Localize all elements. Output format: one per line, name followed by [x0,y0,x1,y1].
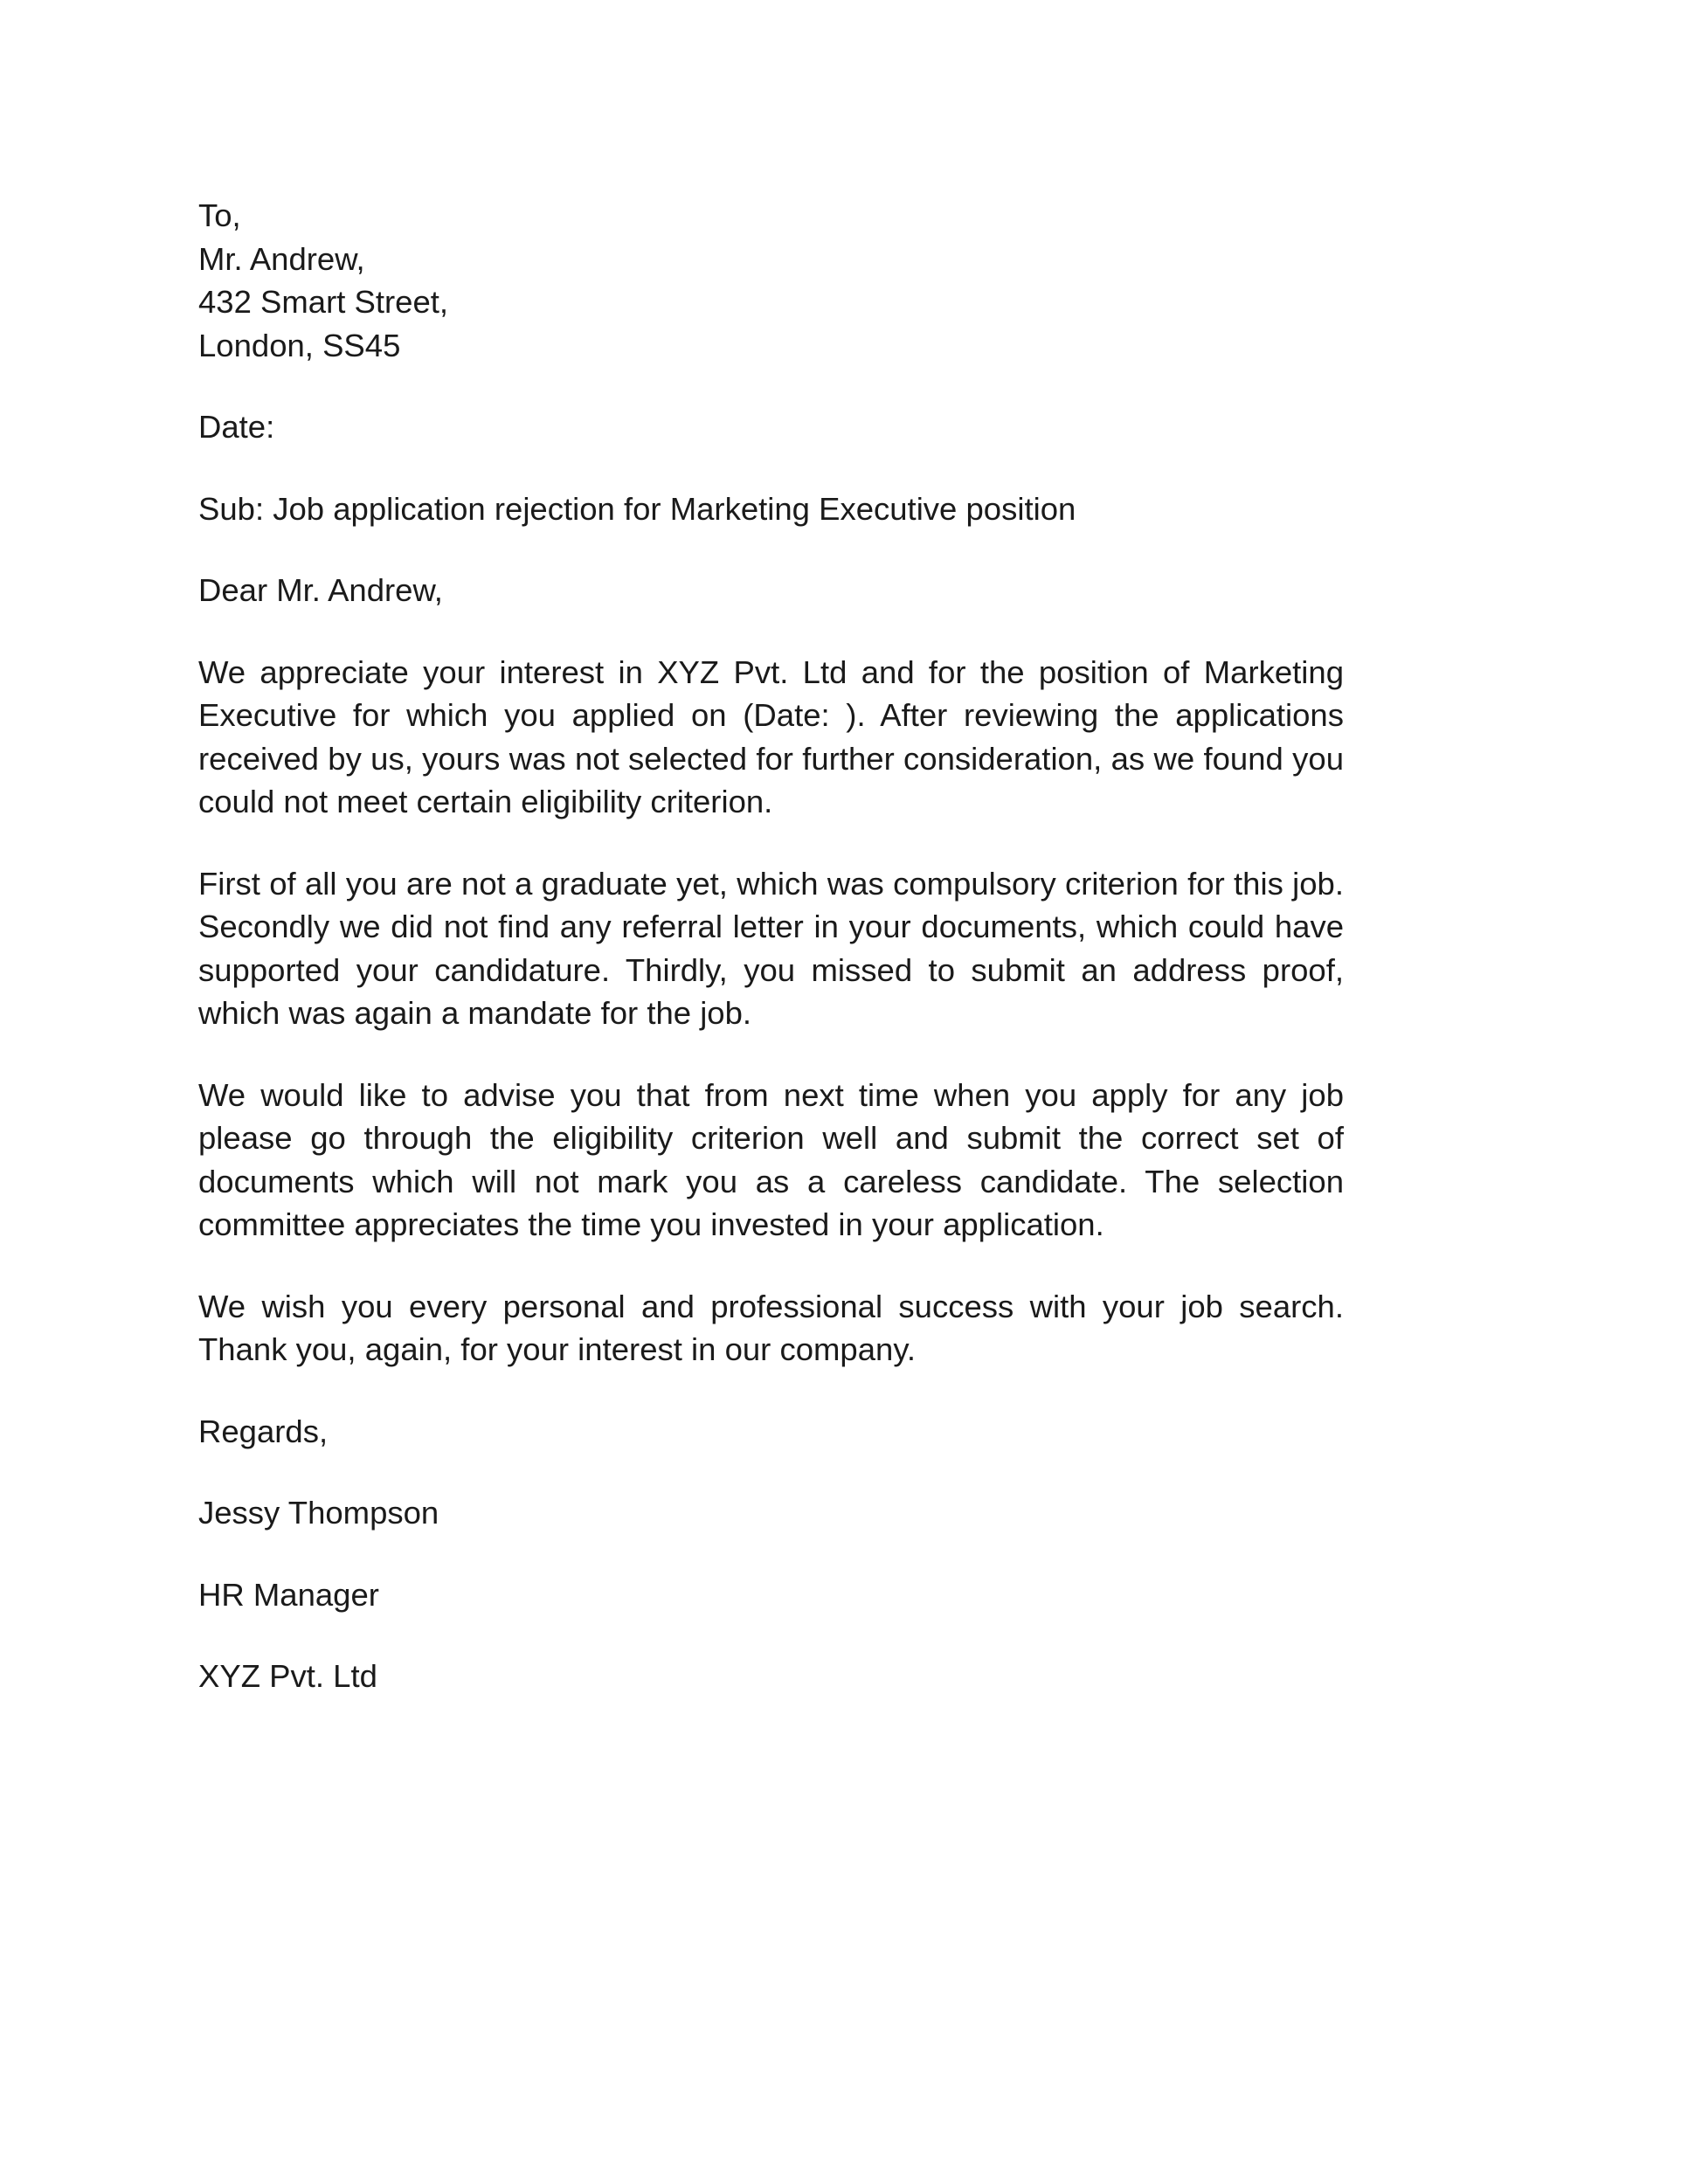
recipient-name: Mr. Andrew, [198,240,365,277]
signer-company: XYZ Pvt. Ltd [198,1658,377,1694]
closing: Regards, [198,1413,329,1449]
signer-name: Jessy Thompson [198,1495,439,1531]
date-line: Date: [198,409,275,445]
signer-title: HR Manager [198,1576,379,1613]
recipient-to-label: To, [198,197,241,233]
recipient-street: 432 Smart Street, [198,284,449,320]
recipient-city: London, SS45 [198,327,401,363]
body-paragraph-1: We appreciate your interest in XYZ Pvt. Ltd and for the position of Marketing Executive for which you applied on (Date: ). After reviewing the applications received by us, yours was not selected for further consideration, as we found you could not meet certain eligibility criterion. [198,653,1344,819]
salutation: Dear Mr. Andrew, [198,572,443,608]
letter-body [198,194,1344,1698]
body-paragraph-3: We would like to advise you that from next time when you apply for any job please go through the eligibility criterion well and submit the correct set of documents which will not mark you as a careless candidate. The selection committee appreciates the time you invested in your application. [198,1076,1344,1242]
body-paragraph-2: First of all you are not a graduate yet, which was compulsory criterion for this job. Secondly we did not find any referral letter in your documents, which could have supported your candidature. Thirdly, you missed to submit an address proof, which was again a mandate for the job. [198,865,1344,1031]
subject-line: Sub: Job application rejection for Marketing Executive position [198,490,1076,527]
body-paragraph-4: We wish you every personal and professional success with your job search. Thank you, again, for your interest in our company. [198,1288,1344,1367]
